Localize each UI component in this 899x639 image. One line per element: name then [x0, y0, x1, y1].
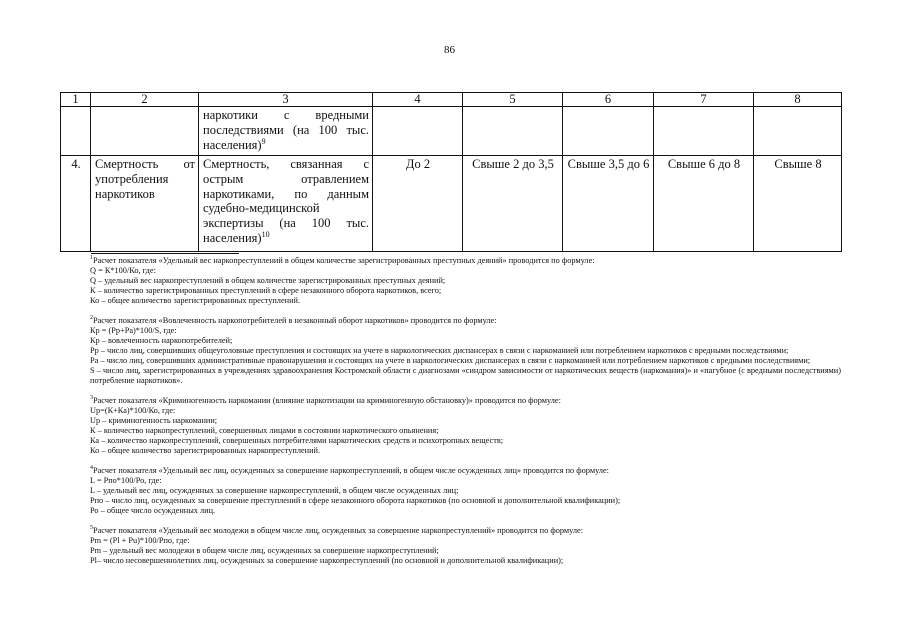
footnote-mark: 5 [90, 525, 93, 532]
footnote-line: Pl– число несовершеннолетних лиц, осужденных за совершение наркопреступлений (по основной и дополнительной квалификации); [90, 556, 564, 565]
footnote-2 [90, 316, 841, 386]
footnote-line: К – количество зарегистрированных преступлений в сфере незаконного оборота наркотиков, всего; [90, 286, 442, 295]
footnote-line: Рm – удельный вес молодежи в общем числе лиц, осужденных за совершение наркопреступлений; [90, 546, 439, 555]
continuation-text: наркотики с вредными последствиями (на 100 тыс. населения) [203, 108, 369, 152]
table-cell [463, 107, 563, 156]
footnote-line: L = Рпо*100/Ро, где: [90, 476, 162, 485]
footnote-5 [90, 526, 841, 566]
footnote-mark: 1 [90, 255, 93, 262]
footnote-line: Ко – общее количество зарегистрированных преступлений. [90, 296, 301, 305]
footnote-line: Рm = (Pl + Рu)*100/Рпо, где: [90, 536, 190, 545]
value-cell: До 2 [373, 156, 463, 252]
value-cell: Свыше 8 [754, 156, 842, 252]
footnote-line: Расчет показателя «Вовлеченность наркопотребителей в незаконный оборот наркотиков» проводится по формуле: [93, 316, 497, 325]
table-cell [563, 107, 654, 156]
footnote-line: Рр – число лиц, совершивших общеуголовные преступления и состоящих на учете в наркологических диспансерах в связи с наркоманией или потреблением наркотиков с вредными последствиями; [90, 346, 789, 355]
footnotes [90, 256, 841, 576]
indicator-name: Смертность от употребления наркотиков [91, 156, 199, 252]
value-cell: Свыше 2 до 3,5 [463, 156, 563, 252]
footnote-line: Расчет показателя «Удельный вес лиц, осужденных за совершение наркопреступлений, в общем числе осужденных лиц» проводится по формуле: [93, 466, 609, 475]
footnote-line: Расчет показателя «Криминогенность наркомании (влияние наркотизации на криминогенную обстановку)» проводится по формуле: [93, 396, 561, 405]
footnote-line: Ро – общее число осужденных лиц. [90, 506, 216, 515]
page-number: 86 [444, 44, 455, 56]
value-cell: Свыше 3,5 до 6 [563, 156, 654, 252]
row-number: 4. [61, 156, 91, 252]
footnote-line: Расчет показателя «Удельный вес наркопреступлений в общем количестве зарегистрированных преступных деяний» проводится по формуле: [93, 256, 595, 265]
footnote-mark: 4 [90, 465, 93, 472]
header-cell: 3 [199, 93, 373, 107]
footnote-line: Рпо – число лиц, осужденных за совершение преступлений в сфере незаконного оборота наркотиков (по основной и дополнительной квалификации); [90, 496, 621, 505]
footnote-line: Q = К*100/Ко, где: [90, 266, 156, 275]
indicator-description [199, 156, 373, 252]
footnote-line: Кр = (Рр+Ра)*100/S, где: [90, 326, 177, 335]
footnote-ref: 9 [261, 136, 266, 146]
footnote-line: Кр – вовлеченность наркопотребителей; [90, 336, 233, 345]
table-cell [654, 107, 754, 156]
footnote-4 [90, 466, 841, 516]
footnote-line: Q – удельный вес наркопреступлений в общем количестве зарегистрированных преступных деяний; [90, 276, 446, 285]
table-cell [373, 107, 463, 156]
header-cell: 8 [754, 93, 842, 107]
footnote-mark: 2 [90, 315, 93, 322]
header-cell: 7 [654, 93, 754, 107]
header-cell: 2 [91, 93, 199, 107]
footnote-ref: 10 [261, 229, 270, 239]
table-header-row [61, 93, 842, 107]
header-cell: 5 [463, 93, 563, 107]
description-text: Смертность, связанная с острым отравлением наркотиками, по данным судебно-медицинской экспертизы (на 100 тыс. населения) [203, 157, 369, 245]
table-row [61, 156, 842, 252]
footnote-line: Расчет показателя «Удельный вес молодежи в общем числе лиц, осужденных за совершение наркопреступлений» проводится по формуле: [93, 526, 584, 535]
footnote-line: Uр=(К+Ка)*100/Ко, где: [90, 406, 176, 415]
table-cell [754, 107, 842, 156]
header-cell: 6 [563, 93, 654, 107]
indicators-table [60, 92, 842, 252]
header-cell: 4 [373, 93, 463, 107]
footnote-line: Ко – общее количество зарегистрированных наркопреступлений. [90, 446, 321, 455]
value-cell: Свыше 6 до 8 [654, 156, 754, 252]
footnote-3 [90, 396, 841, 456]
footnote-line: К – количество наркопреступлений, совершенных лицами в состоянии наркотического опьянения; [90, 426, 439, 435]
header-cell: 1 [61, 93, 91, 107]
footnote-mark: 3 [90, 395, 93, 402]
footnote-separator [91, 253, 239, 254]
footnote-1 [90, 256, 841, 306]
table-row [61, 107, 842, 156]
table-cell [91, 107, 199, 156]
footnote-line: Uр – криминогенность наркомании; [90, 416, 218, 425]
table-cell [61, 107, 91, 156]
footnote-line: L – удельный вес лиц, осужденных за совершение наркопреступлений, в общем числе осужденных лиц; [90, 486, 459, 495]
footnote-line: S – число лиц, зарегистрированных в учреждениях здравоохранения Костромской области с диагнозами «синдром зависимости от наркотических веществ (наркомания)» и «пагубное (с вредными последствиями) потребление наркотиков». [90, 366, 841, 385]
footnote-line: Ра – число лиц, совершивших административные правонарушения и состоящих на учете в наркологических диспансерах в связи с наркоманией или потреблением наркотиков с вредными последствиями; [90, 356, 811, 365]
table-cell [199, 107, 373, 156]
footnote-line: Ка – количество наркопреступлений, совершенных потребителями наркотических средств и психотропных веществ; [90, 436, 504, 445]
